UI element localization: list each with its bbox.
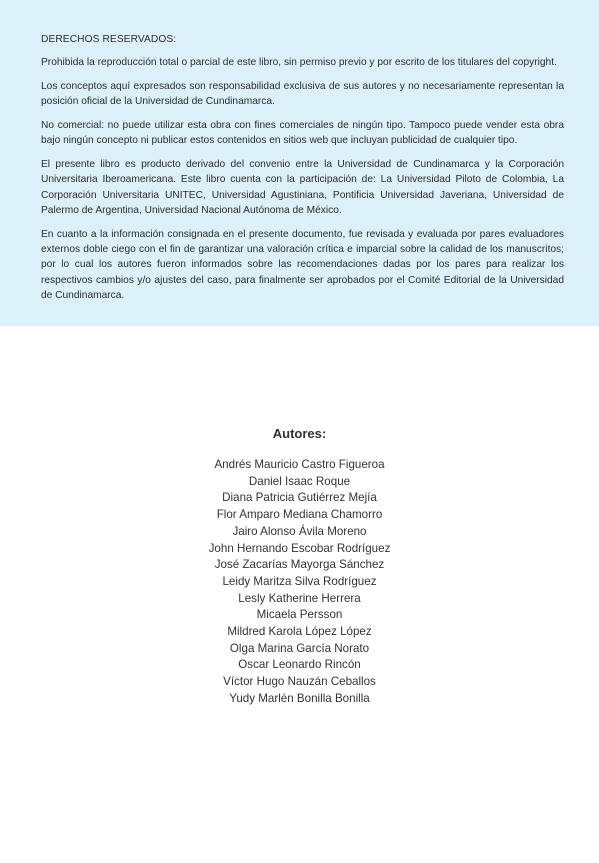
- author-name: Jairo Alonso Ávila Moreno: [232, 524, 367, 538]
- rights-paragraph-responsibility: Los conceptos aquí expresados son responsabilidad exclusiva de sus autores y no necesariamente representan la posición oficial de la Universidad de Cundinamarca.: [41, 80, 564, 108]
- author-name: Micaela Persson: [256, 608, 343, 622]
- rights-notice-box: [0, 0, 599, 326]
- rights-paragraph-peer-review: En cuanto a la información consignada en el presente documento, fue revisada y evaluada por pares evaluadores externos doble ciego con el fin de garantizar una valoración crítica e imparcial sobre la calidad de los manuscritos; por lo cual los autores fueron informados sobre las recomendaciones dadas por los pares para realizar los respectivos cambios y/o ajustes del caso, para finalmente ser aprobados por el Comité Editorial de la Universidad de Cundinamarca.: [41, 228, 564, 301]
- author-name: Oscar Leonardo Rincón: [238, 658, 361, 672]
- rights-paragraph-noncommercial: No comercial: no puede utilizar esta obra con fines comerciales de ningún tipo. Tampoco puede vender esta obra bajo ningún concepto ni publicar estos contenidos en sitios web que incluyan publicidad de cualquier tipo.: [41, 119, 564, 147]
- author-name: Diana Patricia Gutiérrez Mejía: [222, 491, 377, 505]
- authors-title: Autores:: [272, 426, 327, 441]
- author-name: Leidy Maritza Silva Rodríguez: [222, 574, 377, 588]
- author-name: Lesly Katherine Herrera: [238, 591, 361, 605]
- author-name: Yudy Marlén Bonilla Bonilla: [229, 691, 370, 705]
- rights-paragraph-copyright: Prohibida la reproducción total o parcial de este libro, sin permiso previo y por escrito de los titulares del copyright.: [41, 57, 557, 68]
- authors-section: [0, 425, 599, 708]
- rights-heading: DERECHOS RESERVADOS:: [41, 34, 177, 45]
- author-name: Flor Amparo Mediana Chamorro: [216, 508, 383, 522]
- author-name: Olga Marina García Norato: [229, 641, 370, 655]
- author-name: Mildred Karola López López: [227, 625, 372, 639]
- author-name: John Hernando Escobar Rodríguez: [208, 541, 391, 555]
- rights-paragraph-agreement: El presente libro es producto derivado del convenio entre la Universidad de Cundinamarca y la Corporación Universitaria Iberoamericana. Este libro cuenta con la participación de: La Universidad Piloto de Colombia, La Corporación Universitaria UNITEC, Universidad Agustiniana, Pontificia Universidad Javeriana, Universidad de Palermo de Argentina, Universidad Nacional Autónoma de México.: [41, 158, 564, 216]
- author-list: [0, 457, 599, 708]
- author-name: José Zacarías Mayorga Sánchez: [214, 558, 385, 572]
- author-name: Daniel Isaac Roque: [248, 474, 351, 488]
- author-name: Víctor Hugo Nauzán Ceballos: [223, 675, 376, 689]
- author-name: Andrés Mauricio Castro Figueroa: [214, 458, 385, 471]
